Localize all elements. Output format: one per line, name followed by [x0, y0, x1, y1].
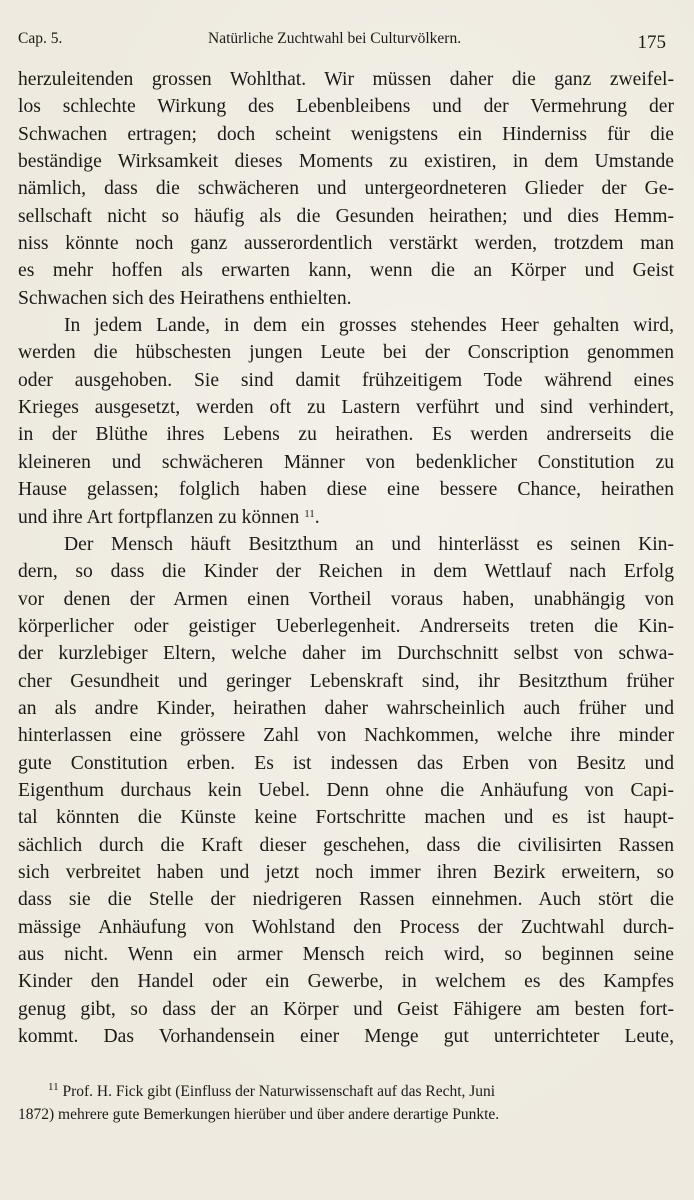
text-line: an als andre Kinder, heirathen daher wahrscheinlich auch früher und — [18, 697, 674, 719]
footnotes — [18, 1080, 670, 1126]
text-line: niss könnte noch ganz ausserordentlich verstärkt werden, trotzdem man — [18, 233, 674, 255]
text-line: beständige Wirksamkeit dieses Moments zu existiren, in dem Umstande — [18, 151, 674, 173]
footnote-marker: 11 — [48, 1081, 59, 1093]
text-line: herzuleitenden grossen Wohlthat. Wir müssen daher die ganz zweifel- — [18, 69, 674, 90]
text-line: es mehr hoffen als erwarten kann, wenn die an Körper und Geist — [18, 260, 674, 282]
body-text — [18, 66, 674, 1050]
text-line: dern, so dass die Kinder der Reichen in dem Wettlauf nach Erfolg — [18, 561, 674, 583]
text-line: aus nicht. Wenn ein armer Mensch reich wird, so beginnen seine — [18, 944, 674, 965]
text-line: hinterlassen eine grössere Zahl von Nachkommen, welche ihre minder — [18, 725, 674, 747]
text-line: mässige Anhäufung von Wohlstand den Process der Zuchtwahl durch- — [18, 916, 674, 938]
text-line: Krieges ausgesetzt, werden oft zu Lastern verführt und sind verhindert, — [18, 397, 674, 419]
footnote-line: 1872) mehrere gute Bemerkungen hierüber und über andere derartige Punkte. — [18, 1106, 500, 1123]
text-line: oder ausgehoben. Sie sind damit frühzeitigem Tode während eines — [18, 369, 674, 391]
text-line: Eigenthum durchaus kein Uebel. Denn ohne die Anhäufung von Capi- — [18, 779, 674, 801]
text-line: sächlich durch die Kraft dieser geschehen, dass die civilisirten Rassen — [18, 834, 674, 856]
footnote-text: Prof. H. Fick gibt (Einfluss der Naturwissenschaft auf das Recht, Juni — [62, 1083, 496, 1100]
footnote-reference-punct: . — [314, 506, 320, 528]
page-number: 175 — [637, 32, 666, 53]
text-line: sich verbreitet haben und jetzt noch immer ihren Bezirk erweitern, so — [18, 861, 674, 883]
text-line: nämlich, dass die schwächeren und untergeordneteren Glieder der Ge- — [18, 178, 674, 200]
chapter-label: Cap. 5. — [18, 30, 63, 47]
running-title: Natürliche Zuchtwahl bei Culturvölkern. — [208, 30, 462, 47]
text-line: Der Mensch häuft Besitzthum an und hinterlässt es seinen Kin- — [64, 533, 674, 555]
text-line: in der Blüthe ihres Lebens zu heirathen. Es werden andrerseits die — [18, 424, 674, 446]
text-line: vor denen der Armen einen Vortheil voraus haben, unabhängig von — [18, 588, 674, 610]
text-line: Kinder den Handel oder ein Gewerbe, in welchem es des Kampfes — [18, 971, 674, 993]
text-line: dass sie die Stelle der niedrigeren Rassen einnehmen. Auch stört die — [18, 889, 674, 911]
text-line: tal könnten die Künste keine Fortschritte machen und es ist haupt- — [18, 807, 674, 829]
text-line: In jedem Lande, in dem ein grosses stehendes Heer gehalten wird, — [64, 315, 674, 337]
text-line: kommt. Das Vorhandensein einer Menge gut unterrichteter Leute, — [18, 1026, 674, 1048]
text-line: und ihre Art fortpflanzen zu können — [18, 506, 300, 528]
text-line: los schlechte Wirkung des Lebenbleibens und der Vermehrung der — [18, 96, 674, 118]
text-line-with-footnote — [18, 504, 674, 531]
footnote-reference: 11 — [304, 507, 315, 520]
running-head — [18, 26, 666, 56]
text-line: kleineren und schwächeren Männer von bedenklicher Constitution zu — [18, 451, 674, 473]
text-line: sellschaft nicht so häufig als die Gesunden heirathen; und dies Hemm- — [18, 205, 674, 227]
text-line: cher Gesundheit und geringer Lebenskraft sind, ihr Besitzthum früher — [18, 670, 674, 692]
text-line: Schwachen ertragen; doch scheint wenigstens ein Hinderniss für die — [18, 123, 674, 145]
text-line: Schwachen sich des Heirathens enthielten. — [18, 287, 352, 309]
text-line: genug gibt, so dass der an Körper und Geist Fähigere am besten fort- — [18, 998, 674, 1020]
text-line: der kurzlebiger Eltern, welche daher im Durchschnitt selbst von schwa- — [18, 643, 674, 665]
footnote-line — [18, 1080, 670, 1103]
text-line: gute Constitution erben. Es ist indessen das Erben von Besitz und — [18, 752, 674, 774]
text-line: Hause gelassen; folglich haben diese eine bessere Chance, heirathen — [18, 479, 674, 501]
text-line: werden die hübschesten jungen Leute bei der Conscription genommen — [18, 342, 674, 364]
text-line: körperlicher oder geistiger Ueberlegenheit. Andrerseits treten die Kin- — [18, 615, 674, 637]
